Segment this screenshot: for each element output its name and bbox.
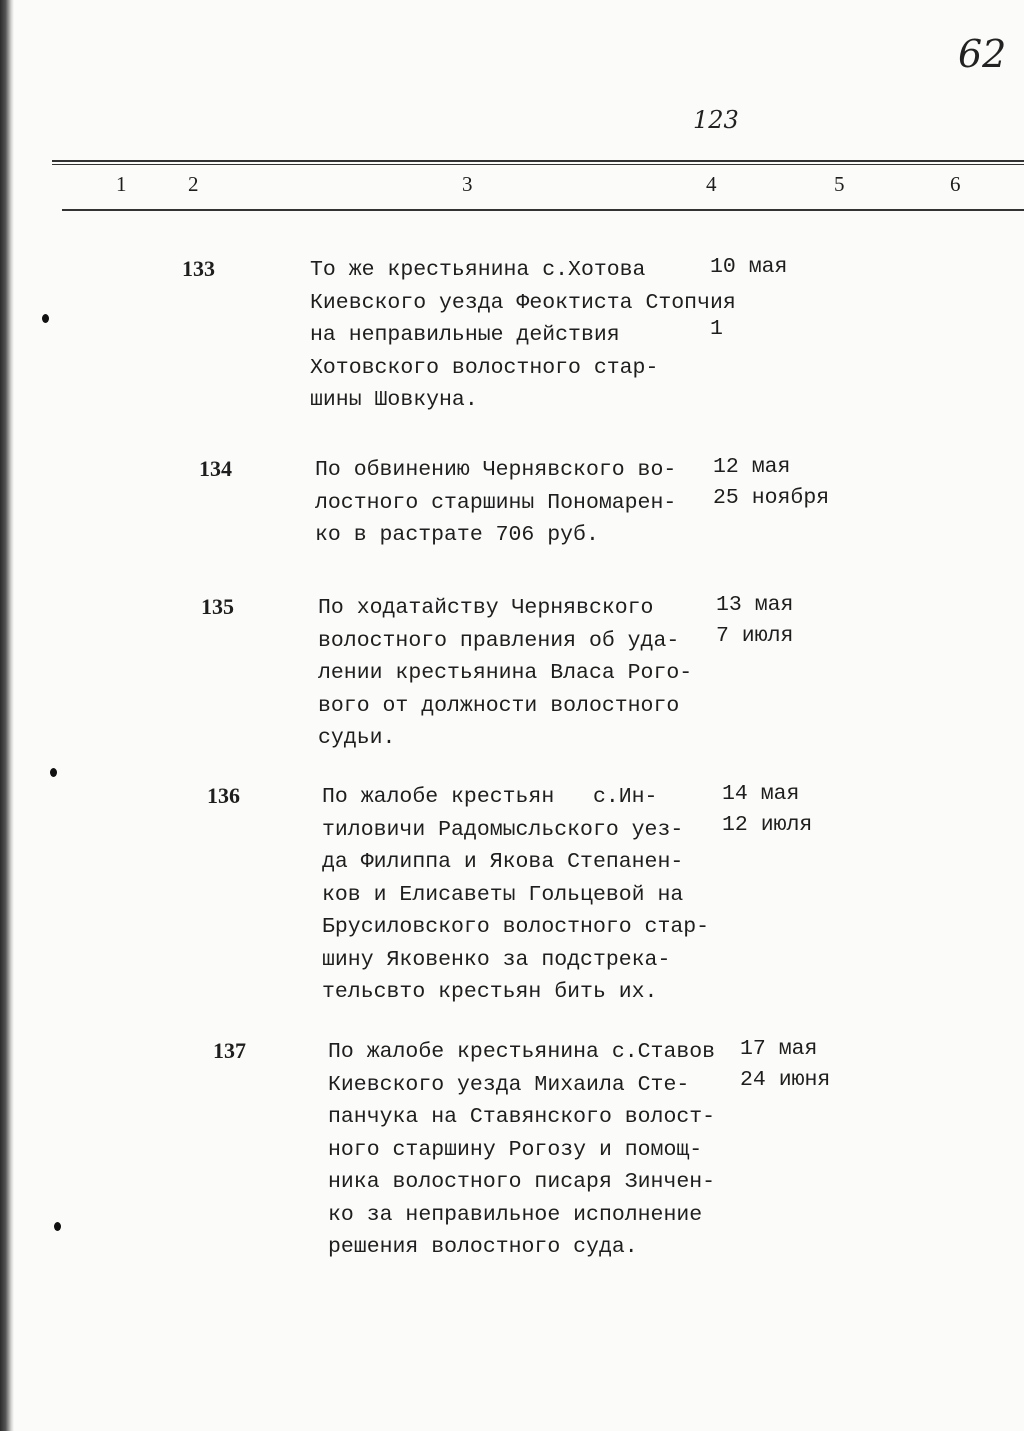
entry-number: 136 bbox=[207, 783, 240, 808]
entry-dates bbox=[710, 252, 787, 345]
description-line: шину Яковенко за подстрека- bbox=[322, 947, 671, 972]
entry-dates bbox=[713, 452, 829, 514]
entry-description bbox=[310, 254, 736, 417]
entry-number: 133 bbox=[182, 256, 215, 281]
description-line: По ходатайству Чернявского bbox=[318, 596, 654, 620]
description-line: на неправильные действия bbox=[310, 323, 620, 347]
punch-mark bbox=[50, 768, 57, 777]
header-rule-top bbox=[52, 160, 1024, 162]
entry-description bbox=[318, 592, 692, 755]
description-line: ного старшину Рогозу и помощ- bbox=[328, 1137, 703, 1162]
date-line: 13 мая bbox=[716, 593, 794, 617]
entry-number: 134 bbox=[199, 456, 232, 481]
description-line: тельсвто крестьян бить их. bbox=[322, 980, 658, 1004]
date-line bbox=[710, 283, 787, 314]
date-line: 12 мая bbox=[713, 455, 791, 479]
description-line: тиловичи Радомысльского уез- bbox=[322, 817, 684, 842]
column-header-1: 1 bbox=[116, 172, 127, 196]
description-line: шины Шовкуна. bbox=[310, 388, 478, 412]
description-line: судьи. bbox=[318, 726, 396, 750]
description-line: панчука на Ставянского волост- bbox=[328, 1105, 716, 1129]
date-line: 25 ноября bbox=[713, 486, 830, 510]
description-line: ника волостного писаря Зинчен- bbox=[328, 1170, 716, 1194]
column-header-2: 2 bbox=[188, 172, 199, 196]
date-line: 14 мая bbox=[722, 782, 800, 806]
date-line: 10 мая bbox=[710, 255, 788, 279]
description-line: да Филиппа и Якова Степанен- bbox=[322, 850, 684, 874]
description-line: По жалобе крестьянина с.Ставов bbox=[328, 1040, 716, 1064]
description-line: ко в растрате 706 руб. bbox=[315, 523, 599, 547]
description-line: Киевского уезда Феоктиста Стопчия bbox=[310, 290, 736, 315]
date-line: 17 мая bbox=[740, 1037, 818, 1061]
description-line: лостного старшины Пономарен- bbox=[315, 490, 677, 515]
header-rule-top-2 bbox=[52, 164, 1024, 165]
description-line: решения волостного суда. bbox=[328, 1235, 638, 1259]
description-line: Киевского уезда Михаила Сте- bbox=[328, 1072, 690, 1097]
page-number: 123 bbox=[693, 106, 739, 134]
description-line: ков и Елисаветы Гольцевой на bbox=[322, 882, 684, 907]
description-line: По обвинению Чернявского во- bbox=[315, 458, 677, 482]
date-line: 24 июня bbox=[740, 1068, 831, 1092]
date-line: 7 июля bbox=[716, 624, 794, 648]
page-edge-shadow bbox=[0, 0, 14, 1431]
entry-dates bbox=[722, 779, 812, 841]
description-line: То же крестьянина с.Хотова bbox=[310, 258, 646, 282]
entry-description bbox=[322, 781, 709, 1009]
column-header-4: 4 bbox=[706, 172, 717, 196]
column-header-5: 5 bbox=[834, 172, 845, 196]
punch-mark bbox=[42, 314, 49, 323]
header-rule-bottom bbox=[62, 209, 1024, 211]
description-line: По жалобе крестьян с.Ин- bbox=[322, 785, 658, 809]
entry-description bbox=[315, 454, 676, 552]
description-line: ко за неправильное исполнение bbox=[328, 1202, 703, 1227]
description-line: Хотовского волостного стар- bbox=[310, 355, 659, 380]
date-line: 12 июля bbox=[722, 813, 813, 837]
punch-mark bbox=[54, 1222, 61, 1231]
entry-number: 135 bbox=[201, 594, 234, 619]
column-header-6: 6 bbox=[950, 172, 961, 196]
entry-dates bbox=[740, 1034, 830, 1096]
entry-number: 137 bbox=[213, 1038, 246, 1063]
entry-description bbox=[328, 1036, 715, 1264]
description-line: волостного правления об уда- bbox=[318, 628, 680, 653]
description-line: лении крестьянина Власа Рого- bbox=[318, 661, 693, 685]
description-line: Брусиловского волостного стар- bbox=[322, 915, 710, 939]
description-line: вого от должности волостного bbox=[318, 693, 680, 718]
date-line: 1 bbox=[710, 317, 723, 341]
sheet-number: 62 bbox=[958, 32, 1007, 76]
column-header-3: 3 bbox=[462, 172, 473, 196]
entry-dates bbox=[716, 590, 793, 652]
